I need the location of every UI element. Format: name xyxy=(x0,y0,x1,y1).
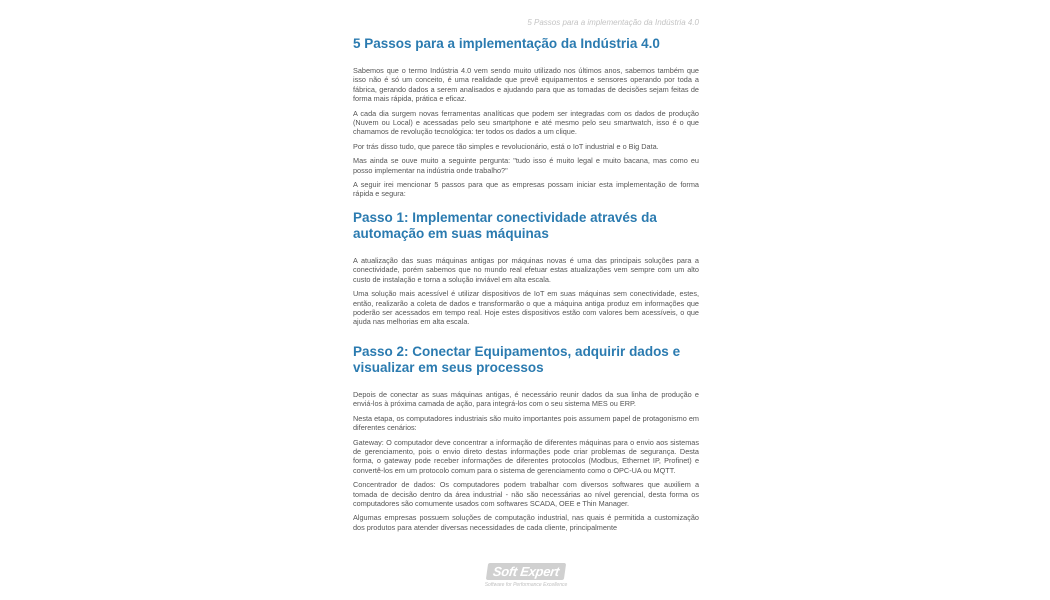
logo-tagline: Software for Performance Excellence xyxy=(484,582,568,588)
intro-section xyxy=(353,66,699,204)
paragraph: Sabemos que o termo Indústria 4.0 vem sendo muito utilizado nos últimos anos, sabemos também que isso não é só um conceito, é uma realidade que prevê equipamentos e sensores operando por toda a fábrica, gerando dados a serem analisados e ajudando para que as tomadas de decisões sejam feitas de forma mais rápida, prática e eficaz. xyxy=(353,66,699,104)
running-header: 5 Passos para a implementação da Indústria 4.0 xyxy=(527,18,699,27)
step1-heading-line2: automação em suas máquinas xyxy=(353,226,549,241)
document-page xyxy=(353,0,699,600)
step1-heading xyxy=(353,210,657,242)
paragraph: A atualização das suas máquinas antigas por máquinas novas é uma das principais soluções para a conectividade, porém sabemos que no mundo real efetuar estas atualizações vem sempre com um alto custo de instalação e torna a solução inviável em alta escala. xyxy=(353,256,699,284)
paragraph: Nesta etapa, os computadores industriais são muito importantes pois assumem papel de protagonismo em diferentes cenários: xyxy=(353,413,699,433)
step1-heading-line1: Passo 1: Implementar conectividade através da xyxy=(353,210,657,225)
paragraph: Gateway: O computador deve concentrar a informação de diferentes máquinas para o envio aos sistemas de gerenciamento, pois o envio direto destas informações pode criar problemas de segurança. Desta forma, o gateway pode receber informações de diferentes protocolos (Modbus, Ethernet IP, Profinet) e convertê-los em um protocolo comum para o sistema de gerenciamento como o OPC-UA ou MQTT. xyxy=(353,437,699,475)
paragraph: Mas ainda se ouve muito a seguinte pergunta: "tudo isso é muito legal e muito bacana, mas como eu posso implementar na indústria onde trabalho?" xyxy=(353,156,699,175)
step2-heading xyxy=(353,344,680,376)
document-title: 5 Passos para a implementação da Indústria 4.0 xyxy=(353,36,660,51)
step2-heading-line2: visualizar em seus processos xyxy=(353,360,544,375)
paragraph: A cada dia surgem novas ferramentas analíticas que podem ser integradas com os dados de produção (Nuvem ou Local) e acessadas pelo seu smartphone e até mesmo pelo seu smartwatch, isso é o que chamamos de revolução tecnológica: ter todos os dados a um clique. xyxy=(353,108,699,137)
paragraph: A seguir irei mencionar 5 passos para que as empresas possam iniciar esta implementação de forma rápida e segura: xyxy=(353,180,699,199)
step2-section xyxy=(353,390,699,537)
paragraph: Algumas empresas possuem soluções de computação industrial, nas quais é permitida a customização dos produtos para atender diversas necessidades de cada cliente, principalmente xyxy=(353,513,699,532)
paragraph: Uma solução mais acessível é utilizar dispositivos de IoT em suas máquinas sem conectividade, estes, então, realizarão a coleta de dados e transformarão o que a máquina antiga produz em informações que poderão ser acessados em tempo real. Hoje estes dispositivos estão com valores bem acessíveis, o que ajuda nas melhorias em alta escala. xyxy=(353,289,699,327)
step1-section xyxy=(353,256,699,332)
step2-heading-line1: Passo 2: Conectar Equipamentos, adquirir dados e xyxy=(353,344,681,359)
paragraph: Depois de conectar as suas máquinas antigas, é necessário reunir dados da sua linha de produção e enviá-los à próxima camada de ação, para integrá-los com o seu sistema MES ou ERP. xyxy=(353,390,699,409)
paragraph: Por trás disso tudo, que parece tão simples e revolucionário, está o IoT industrial e o Big Data. xyxy=(353,141,659,151)
paragraph: Concentrador de dados: Os computadores podem trabalhar com diversos softwares que auxiliem a tomada de decisão dentro da área industrial - não são necessárias ao nível gerencial, desta forma os computadores são comumente usados com softwares SCADA, OEE e Thin Manager. xyxy=(353,480,699,509)
logo-wordmark: Soft Expert xyxy=(486,563,566,580)
softexpert-logo xyxy=(471,563,581,588)
